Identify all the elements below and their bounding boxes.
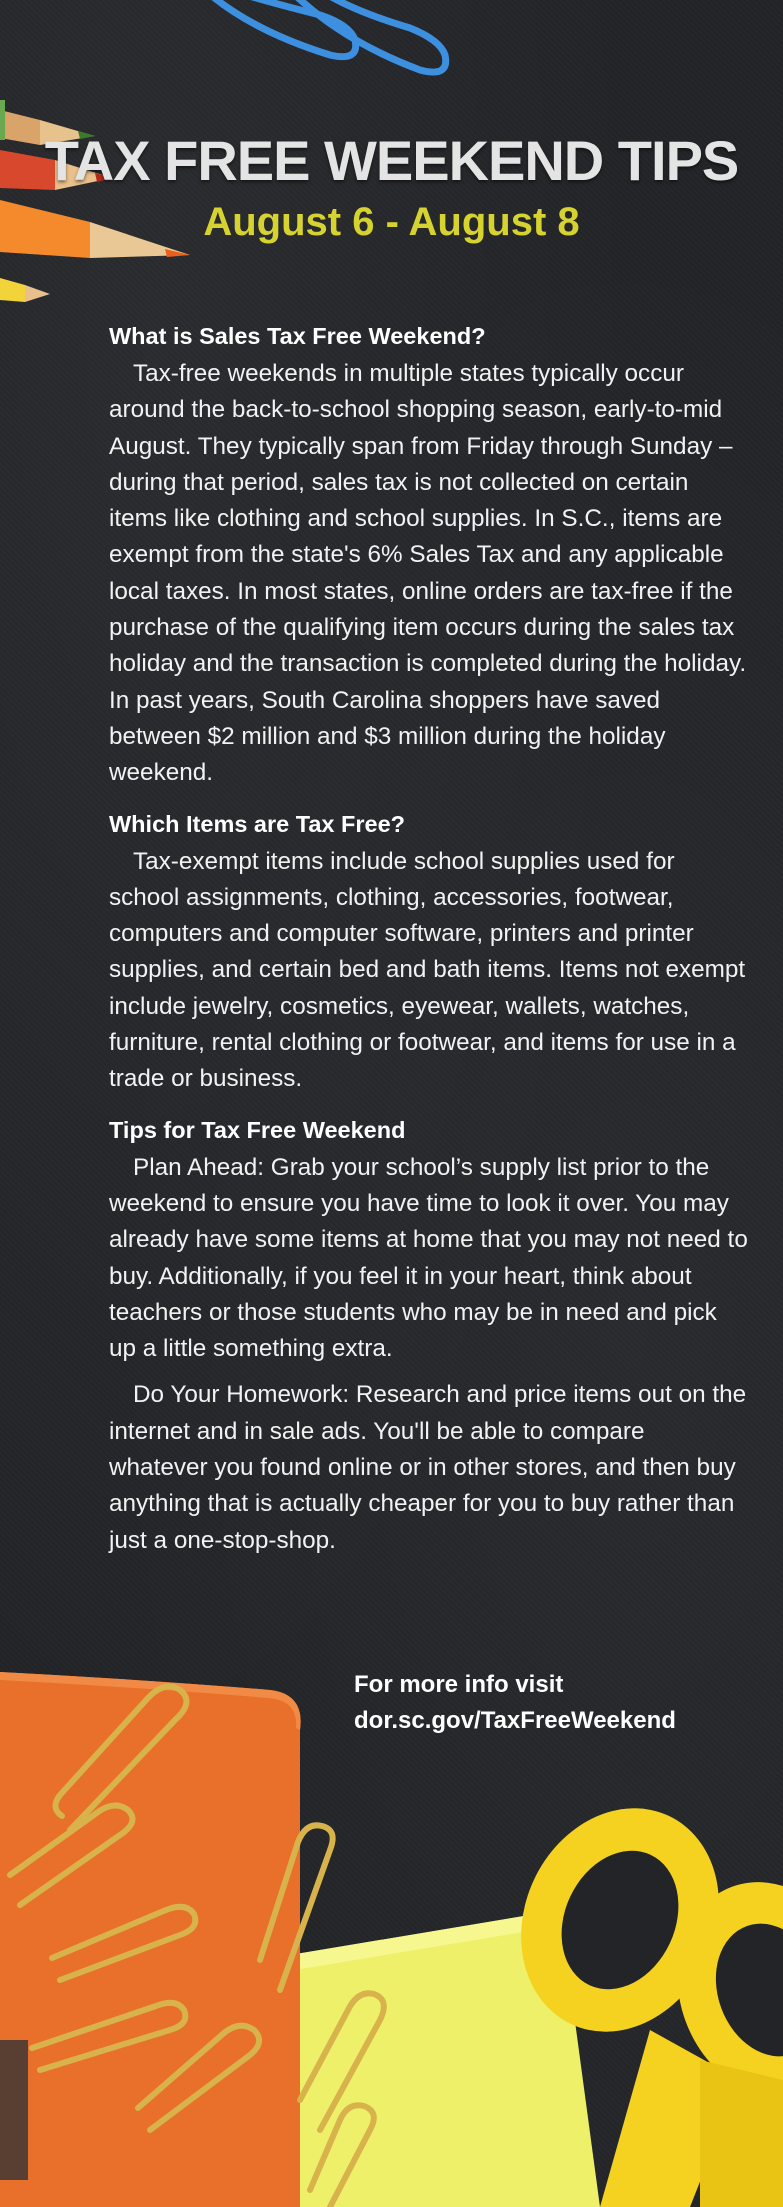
more-info-label: For more info visit xyxy=(354,1671,564,1698)
section-paragraph: Tax-free weekends in multiple states typically occur around the back-to-school shopping season, early-to-mid August. They typically span from Friday through Sunday – during that period, sales tax is not collected on certain items like clothing and school supplies. In S.C., items are exempt from the state's 6% Sales Tax and any applicable local taxes. In most states, online orders are tax-free if the purchase of the qualifying item occurs during the sales tax holiday and the transaction is completed during the holiday. In past years, South Carolina shoppers have saved between $2 million and $3 million during the holiday weekend. xyxy=(109,360,747,787)
section-tips xyxy=(109,1112,749,1559)
page-title: TAX FREE WEEKEND TIPS xyxy=(44,129,739,192)
section-paragraph: Plan Ahead: Grab your school’s supply list prior to the weekend to ensure you have time to look it over. You may already have some items at home that you may not need to buy. Additionally, if you feel it in your heart, think about teachers or those students who may be in need and pick up a little something extra. xyxy=(109,1153,748,1363)
date-range: August 6 - August 8 xyxy=(203,200,580,244)
school-supplies-illustration xyxy=(0,1660,783,2207)
section-paragraph: Do Your Homework: Research and price items out on the internet and in sale ads. You'll be able to compare whatever you found online or in other stores, and then buy anything that is actually cheaper for you to buy rather than just a one-stop-shop. xyxy=(109,1381,747,1554)
yellow-pencil-icon xyxy=(0,278,50,302)
more-info-link[interactable]: dor.sc.gov/TaxFreeWeekend xyxy=(354,1707,676,1734)
blue-paperclip-icon xyxy=(205,0,446,72)
section-paragraph: Tax-exempt items include school supplies used for school assignments, clothing, accessories, footwear, computers and computer software, printers and printer supplies, and certain bed and bath items. Items not exempt include jewelry, cosmetics, eyewear, wallets, watches, furniture, rental clothing or footwear, and items for use in a trade or business. xyxy=(109,847,746,1093)
section-heading: Tips for Tax Free Weekend xyxy=(109,1116,406,1143)
section-heading: What is Sales Tax Free Weekend? xyxy=(109,323,486,349)
article-body xyxy=(109,318,749,1573)
section-heading: Which Items are Tax Free? xyxy=(109,810,406,837)
section-items xyxy=(109,806,749,1098)
section-what-is xyxy=(109,318,749,792)
